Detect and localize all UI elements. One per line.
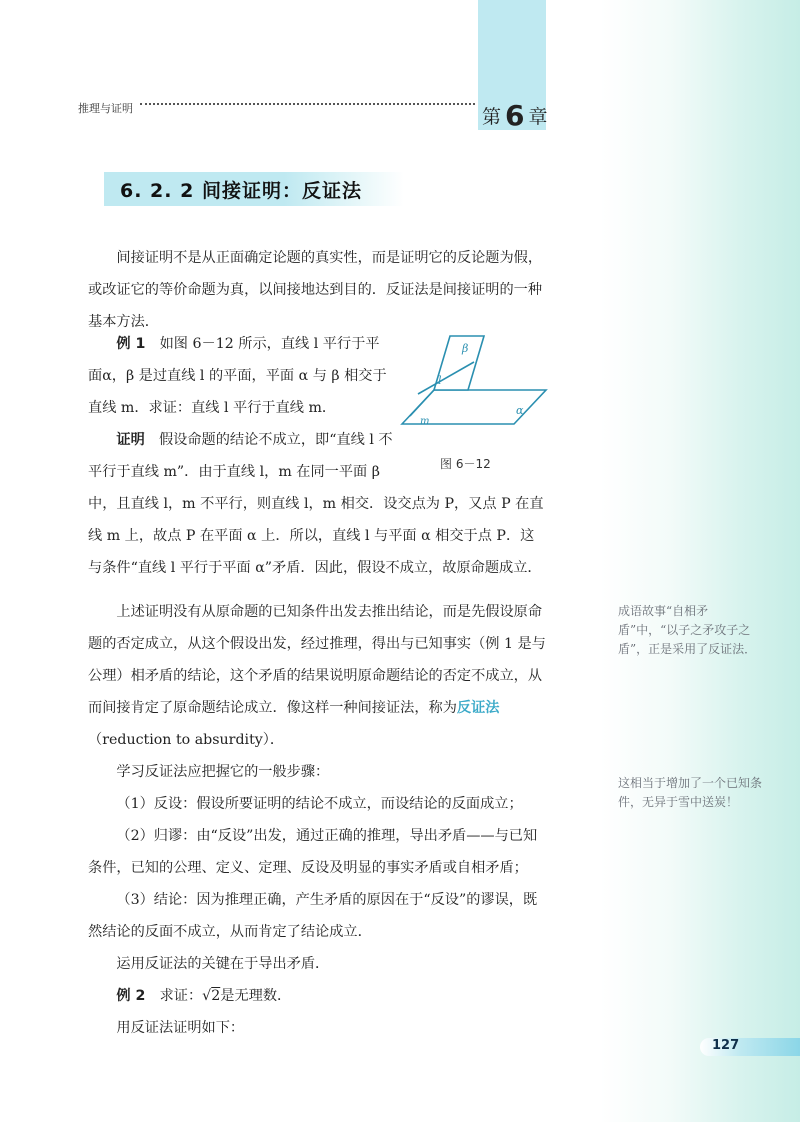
example2-paragraph	[88, 980, 548, 1012]
side-note-2: 这相当于增加了一个已知条件，无异于雪中送炭！	[618, 776, 763, 809]
example1-text: 如图 6－12 所示，直线 l 平行于平面α，β 是过直线 l 的平面，平面 α 与 β 相交于直线 m．求证：直线 l 平行于直线 m．	[88, 336, 387, 416]
chapter-number: 6	[505, 99, 525, 132]
example1-block	[88, 328, 393, 424]
chapter-label	[482, 97, 548, 130]
figure-planes	[398, 332, 548, 432]
proof-text: 假设命题的结论不成立，即“直线 l 不平行于直线 m”．由于直线 l，m 在同一平面 β 中，且直线 l，m 不平行，则直线 l，m 相交．设交点为 P，又点 P 在直线 m 上，故点 P 在平面 α 上．所以，直线 l 与平面 α 相交于点 P．这与条件“直线 l 平行于平面 α”矛盾．因此，假设不成立，故原命题成立．	[88, 432, 544, 576]
term-reductio: 反证法	[456, 700, 500, 716]
sidebar-background	[600, 0, 800, 1122]
example1-paragraph	[88, 328, 393, 424]
intro-paragraph: 间接证明不是从正面确定论题的真实性，而是证明它的反论题为假，或改证它的等价命题为真，以间接地达到目的．反证法是间接证明的一种基本方法．	[88, 250, 543, 330]
figure-caption: 图 6－12	[440, 457, 491, 471]
summary-text: 上述证明没有从原命题的已知条件出发去推出结论，而是先假设原命题的否定成立，从这个假设出发，经过推理，得出与已知事实（例 1 是与公理）相矛盾的结论，这个矛盾的结果说明原命题结论的否定不成立，从而间接肯定了原命题结论成立．像这样一种间接证法，称为	[88, 604, 546, 716]
example1-label: 例 1	[116, 336, 146, 352]
label-alpha: α	[516, 404, 524, 417]
step-2: （2）归谬：由“反设”出发，通过正确的推理，导出矛盾——与已知条件，已知的公理、定义、定理、反设及明显的事实矛盾或自相矛盾；	[88, 828, 538, 876]
summary-block	[88, 596, 548, 1044]
example2-prefix: 求证：	[159, 988, 203, 1004]
proof2-intro: 用反证法证明如下：	[116, 1020, 245, 1036]
sqrt-icon: √	[202, 988, 212, 1004]
summary-paragraph	[88, 596, 548, 756]
label-beta: β	[462, 342, 469, 355]
summary-english: （reduction to absurdity）．	[88, 732, 285, 748]
side-note-1: 成语故事“自相矛盾”中，“以子之矛攻子之盾”，正是采用了反证法．	[618, 604, 757, 656]
label-l: l	[438, 374, 442, 387]
figure-spacer	[398, 424, 548, 484]
steps-intro: 学习反证法应把握它的一般步骤：	[116, 764, 330, 780]
chapter-suffix: 章	[528, 106, 548, 128]
chapter-prefix: 第	[482, 106, 502, 128]
proof-block	[88, 424, 548, 584]
section-title: 6. 2. 2 间接证明：反证法	[120, 180, 362, 202]
running-head: 推理与证明	[78, 102, 133, 115]
example2-label: 例 2	[116, 988, 146, 1004]
key-sentence: 运用反证法的关键在于导出矛盾．	[116, 956, 330, 972]
sqrt-argument: 2	[211, 988, 221, 1004]
page-number: 127	[712, 1038, 740, 1053]
label-m: m	[420, 416, 430, 427]
step-3: （3）结论：因为推理正确，产生矛盾的原因在于“反设”的谬误，既然结论的反面不成立，从而肯定了结论成立．	[88, 892, 538, 940]
proof-label: 证明	[116, 432, 145, 448]
example2-suffix: 是无理数．	[220, 988, 292, 1004]
leader-dots	[140, 103, 475, 105]
step-1: （1）反设：假设所要证明的结论不成立，而设结论的反面成立；	[116, 796, 523, 812]
intro-block	[88, 242, 548, 338]
